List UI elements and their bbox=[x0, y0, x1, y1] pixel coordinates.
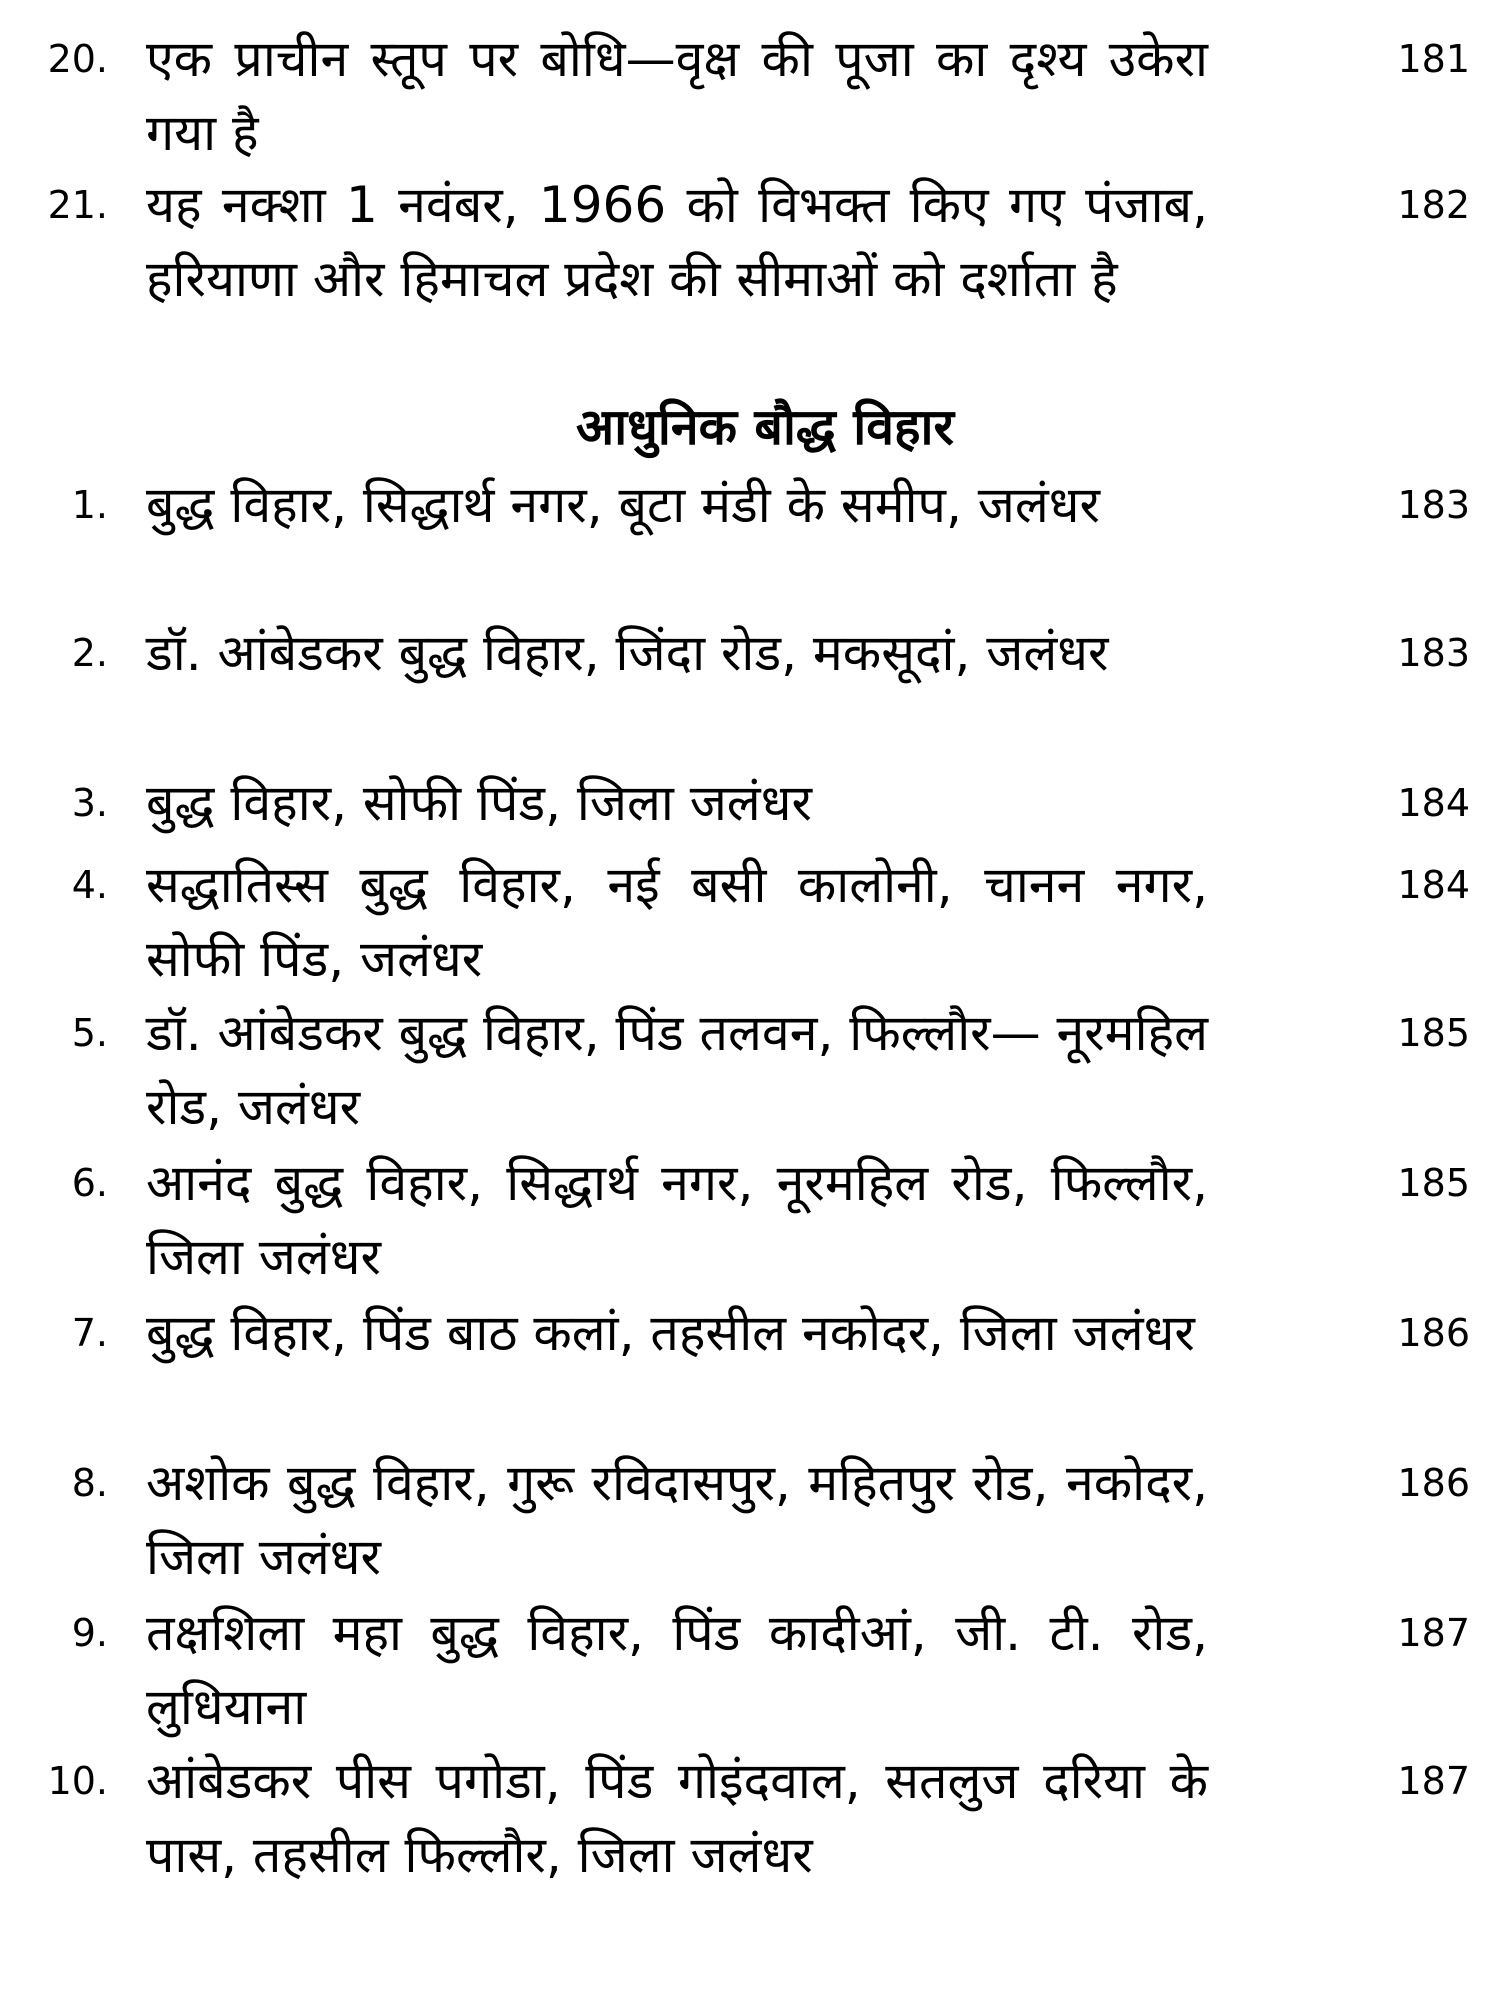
item-title: आनंद बुद्ध विहार, सिद्धार्थ नगर, नूरमहिल रोड, फिल्लौर, जिला जलंधर bbox=[146, 1154, 1208, 1286]
item-page-number: 186 bbox=[1397, 1311, 1470, 1355]
item-number: 4. bbox=[71, 863, 108, 907]
item-page-number: 184 bbox=[1397, 863, 1470, 907]
item-title: यह नक्शा 1 नवंबर, 1966 को विभक्त किए गए पंजाब, हरियाणा और हिमाचल प्रदेश की सीमाओं को दर्शाता है bbox=[146, 176, 1208, 308]
item-page-number: 185 bbox=[1397, 1011, 1470, 1055]
item-number: 10. bbox=[47, 1759, 108, 1803]
item-number: 20. bbox=[47, 37, 108, 81]
item-title: बुद्ध विहार, सोफी पिंड, जिला जलंधर bbox=[146, 774, 812, 832]
section-heading bbox=[0, 392, 1500, 462]
item-number: 1. bbox=[71, 483, 108, 527]
item-number: 9. bbox=[71, 1611, 108, 1655]
item-page-number: 186 bbox=[1397, 1461, 1470, 1505]
item-page-number: 183 bbox=[1397, 483, 1470, 527]
section-heading-text: आधुनिक बौद्ध विहार bbox=[576, 398, 954, 456]
item-title: बुद्ध विहार, पिंड बाठ कलां, तहसील नकोदर, जिला जलंधर bbox=[146, 1304, 1195, 1362]
item-number: 2. bbox=[71, 631, 108, 675]
item-title: एक प्राचीन स्तूप पर बोधि—वृक्ष की पूजा का दृश्य उकेरा गया है bbox=[146, 30, 1208, 162]
item-page-number: 184 bbox=[1397, 781, 1470, 825]
item-title: बुद्ध विहार, सिद्धार्थ नगर, बूटा मंडी के समीप, जलंधर bbox=[146, 476, 1100, 534]
item-page-number: 185 bbox=[1397, 1161, 1470, 1205]
item-page-number: 187 bbox=[1397, 1759, 1470, 1803]
item-number: 5. bbox=[71, 1011, 108, 1055]
item-number: 8. bbox=[71, 1461, 108, 1505]
item-number: 7. bbox=[71, 1311, 108, 1355]
item-number: 21. bbox=[47, 183, 108, 227]
item-number: 6. bbox=[71, 1161, 108, 1205]
item-title: सद्धातिस्स बुद्ध विहार, नई बसी कालोनी, चानन नगर, सोफी पिंड, जलंधर bbox=[146, 856, 1208, 988]
item-title: डॉ. आंबेडकर बुद्ध विहार, जिंदा रोड, मकसूदां, जलंधर bbox=[146, 624, 1109, 682]
item-number: 3. bbox=[71, 781, 108, 825]
item-page-number: 187 bbox=[1397, 1611, 1470, 1655]
item-page-number: 183 bbox=[1397, 631, 1470, 675]
item-title: अशोक बुद्ध विहार, गुरू रविदासपुर, महितपुर रोड, नकोदर, जिला जलंधर bbox=[146, 1454, 1208, 1586]
item-page-number: 182 bbox=[1397, 183, 1470, 227]
item-page-number: 181 bbox=[1397, 37, 1470, 81]
item-title: डॉ. आंबेडकर बुद्ध विहार, पिंड तलवन, फिल्लौर— नूरमहिल रोड, जलंधर bbox=[146, 1004, 1208, 1136]
item-title: तक्षशिला महा बुद्ध विहार, पिंड कादीआं, जी. टी. रोड, लुधियाना bbox=[146, 1604, 1208, 1736]
item-title: आंबेडकर पीस पगोडा, पिंड गोइंदवाल, सतलुज दरिया के पास, तहसील फिल्लौर, जिला जलंधर bbox=[146, 1752, 1208, 1884]
